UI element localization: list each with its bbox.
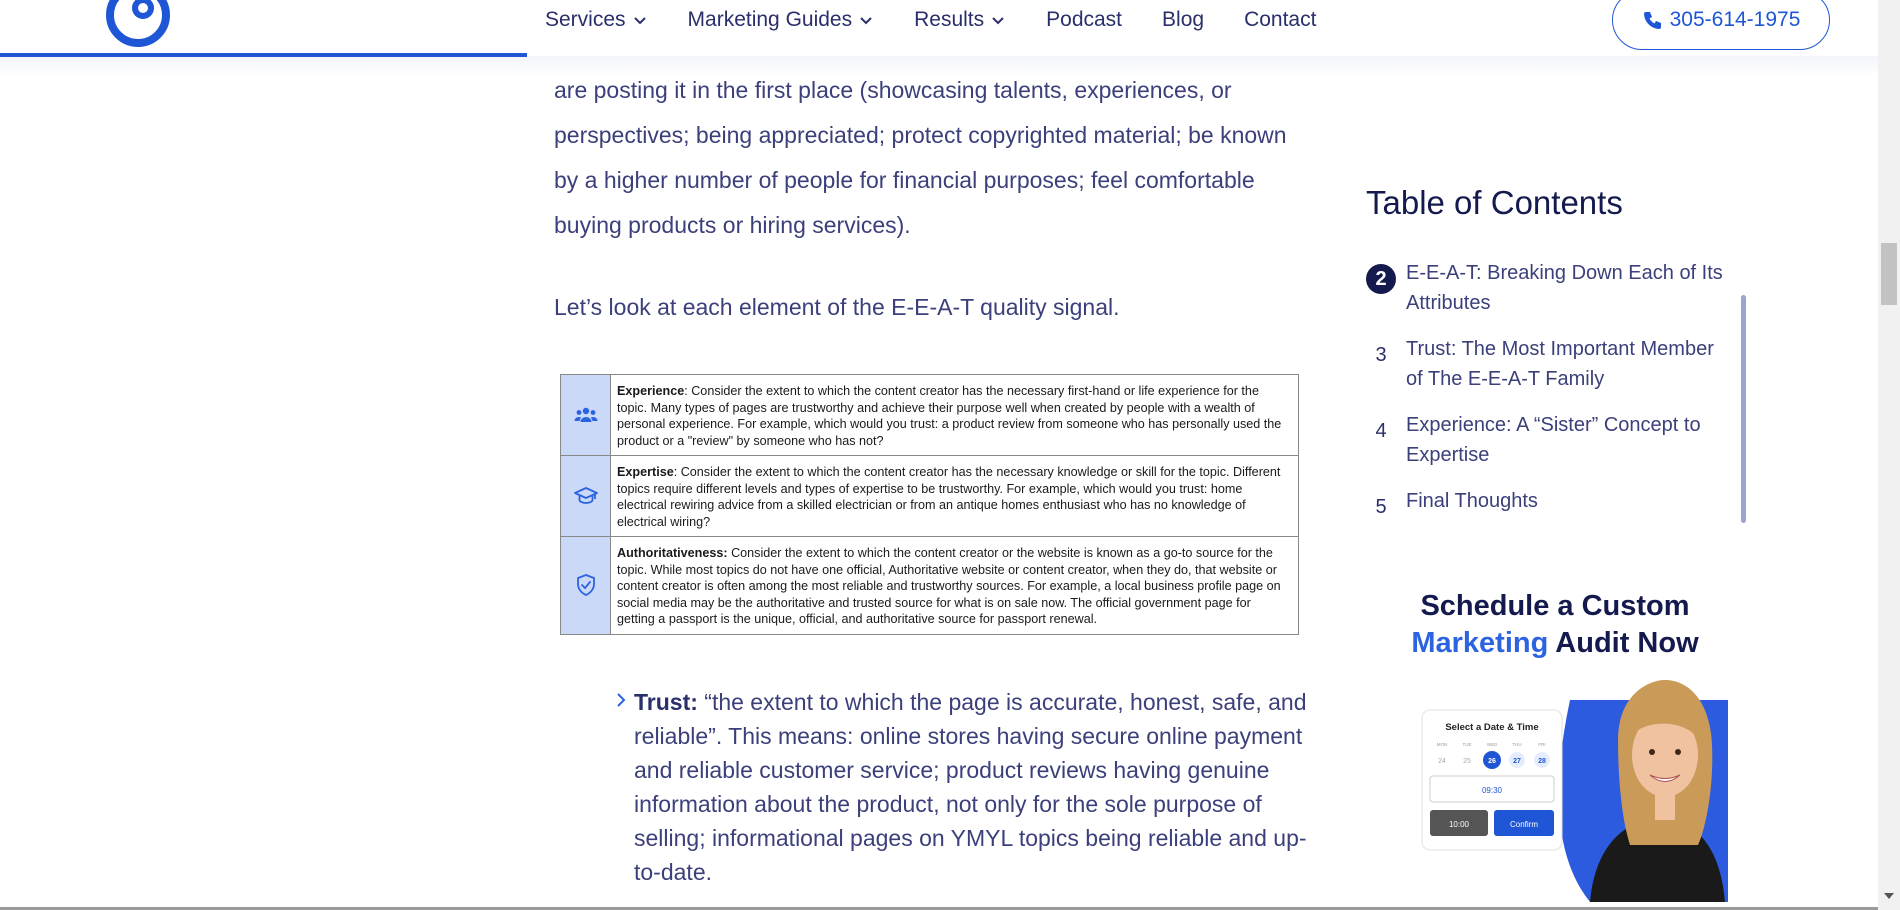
page-scrollbar[interactable]	[1878, 0, 1900, 910]
widget-title: Select a Date & Time	[1445, 722, 1539, 733]
date-label: 28	[1538, 758, 1546, 765]
nav-contact[interactable]	[1244, 8, 1316, 32]
nav-services[interactable]	[545, 8, 648, 32]
toc-number: 2	[1366, 264, 1396, 294]
eeat-icon-cell	[561, 537, 611, 634]
audit-cta-title[interactable]	[1390, 588, 1720, 662]
brand-logo-icon[interactable]	[105, 0, 171, 48]
reading-progress-bar	[0, 53, 527, 57]
nav-blog-label: Blog	[1162, 8, 1205, 31]
audit-cta-image[interactable]	[1420, 680, 1728, 902]
eeat-term: Experience	[617, 384, 685, 398]
toc-title: Table of Contents	[1366, 184, 1623, 221]
day-label: WED	[1486, 742, 1498, 747]
eeat-term: Expertise	[617, 465, 674, 479]
nav-blog[interactable]	[1162, 8, 1204, 32]
toc-label: Trust: The Most Important Member of The E-E-A-T Family	[1406, 338, 1714, 390]
eeat-row-authoritativeness	[561, 537, 1298, 634]
calendar-widget	[1422, 710, 1562, 850]
chevron-down-icon	[990, 12, 1006, 28]
nav-services-label: Services	[545, 8, 626, 31]
nav-podcast-label: Podcast	[1046, 8, 1123, 31]
eeat-text	[611, 456, 1298, 536]
page-scrollbar-thumb[interactable]	[1881, 243, 1897, 305]
toc-item[interactable]	[1366, 258, 1736, 318]
eeat-description: : Consider the extent to which the content creator has the necessary knowledge or skill for the topic. Different topics require different levels and types of expertise to be trustworthy. For example, which would you trust: home electrical rewiring advice from a skilled electrician or from an antique homes enthusiast who has no knowledge of electrical wiring?	[617, 465, 1281, 529]
trust-term: Trust:	[634, 689, 698, 715]
shield-check-icon	[574, 573, 598, 597]
nav-results[interactable]	[914, 8, 1006, 32]
nav-contact-label: Contact	[1244, 8, 1317, 31]
date-label: 24	[1438, 758, 1446, 765]
nav-podcast[interactable]	[1046, 8, 1122, 32]
header-shadow	[0, 56, 1878, 76]
toc-scrollbar[interactable]	[1741, 295, 1746, 523]
eeat-description: Consider the extent to which the content creator or the website is known as a go-to source for the topic. While most topics do not have one official, Authoritative website or content creator, when they do, that website or content creator is often among the most reliable and trustworthy sources. For example, a local business profile page on social media may be the authoritative and trusted source for what is on sale now. The official government page for getting a passport is the unique, official, and authoritative source for passport renewal.	[617, 546, 1281, 626]
eeat-text	[611, 375, 1298, 455]
time-button-label: 10:00	[1448, 820, 1470, 829]
nav-marketing-guides-label: Marketing Guides	[687, 8, 853, 31]
toc-number: 4	[1375, 419, 1387, 442]
day-label: MON	[1436, 742, 1448, 747]
toc-item[interactable]	[1366, 486, 1736, 522]
nav-marketing-guides[interactable]	[688, 8, 875, 32]
toc-number: 5	[1375, 495, 1387, 518]
trust-description: “the extent to which the page is accurate, honest, safe, and reliable”. This means: online stores having secure online payment and reliable customer service; product reviews having genuine information about the product, not only for the sole purpose of selling; informational pages on YMYL topics being reliable and up-to-date.	[634, 689, 1307, 885]
graduation-cap-icon	[574, 484, 598, 508]
chevron-down-icon	[632, 12, 648, 28]
toc-label: Experience: A “Sister” Concept to Expertise	[1406, 414, 1701, 466]
eeat-row-experience	[561, 375, 1298, 456]
toc-number: 3	[1375, 343, 1387, 366]
toc-item[interactable]	[1366, 410, 1736, 470]
article-paragraph: Let’s look at each element of the E-E-A-T quality signal.	[554, 294, 1120, 320]
scroll-down-arrow-icon[interactable]	[1884, 893, 1894, 899]
eeat-icon-cell	[561, 456, 611, 536]
phone-number: 305-614-1975	[1669, 8, 1801, 31]
eeat-row-expertise	[561, 456, 1298, 537]
eeat-icon-cell	[561, 375, 611, 455]
eeat-description: : Consider the extent to which the content creator has the necessary first-hand or life experience for the topic. Many types of pages are trustworthy and achieve their purpose well when created by people with a wealth of personal experience. For example, which would you trust: a product review from someone who has personally used the product or a "review" by someone who has not?	[617, 384, 1282, 448]
phone-icon	[1642, 10, 1662, 30]
day-label: FRI	[1538, 742, 1546, 747]
cta-title-part1: Schedule a Custom	[1420, 590, 1690, 622]
selected-time: 09:30	[1481, 786, 1503, 795]
date-label: 27	[1513, 758, 1521, 765]
toc-item[interactable]	[1366, 334, 1736, 394]
chevron-right-icon	[614, 690, 630, 710]
nav-results-label: Results	[914, 8, 985, 31]
phone-button[interactable]	[1612, 0, 1830, 50]
day-label: THU	[1512, 742, 1522, 747]
toc-label: Final Thoughts	[1406, 490, 1538, 512]
people-icon	[574, 403, 598, 427]
eeat-text	[611, 537, 1298, 634]
cta-title-part2: Audit Now	[1548, 627, 1699, 659]
site-header	[0, 0, 1878, 56]
eeat-term: Authoritativeness:	[617, 546, 728, 560]
eeat-table	[560, 374, 1299, 635]
chevron-down-icon	[858, 12, 874, 28]
main-nav	[545, 6, 1356, 34]
cta-title-blue: Marketing	[1411, 627, 1549, 659]
day-label: TUE	[1462, 742, 1472, 747]
date-label-selected: 26	[1488, 758, 1496, 765]
article-paragraph: are posting it in the first place (showcasing talents, experiences, or perspectives; being appreciated; protect copyrighted material; be known by a higher number of people for financial purposes; feel comfortable buying products or hiring services).	[554, 77, 1287, 238]
toc-label: E-E-A-T: Breaking Down Each of Its Attributes	[1406, 262, 1723, 314]
date-label: 25	[1463, 758, 1471, 765]
toc-list	[1366, 258, 1736, 538]
trust-bullet	[634, 685, 1314, 889]
confirm-label: Confirm	[1509, 820, 1539, 829]
